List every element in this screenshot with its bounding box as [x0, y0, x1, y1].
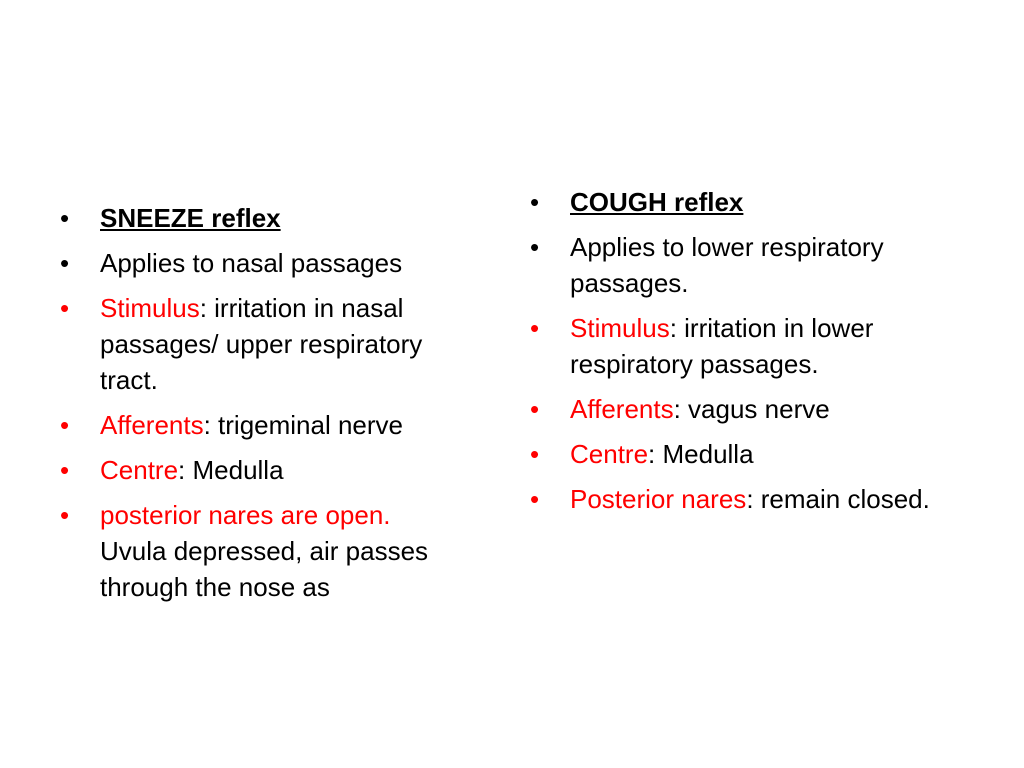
list-item	[60, 407, 460, 443]
list-item	[530, 436, 970, 472]
sneeze-afferents-text: : trigeminal nerve	[203, 410, 404, 440]
list-item	[530, 481, 970, 517]
sneeze-heading: SNEEZE reflex	[100, 203, 281, 233]
cough-nares-label: Posterior nares	[570, 484, 747, 514]
sneeze-nares-text: Uvula depressed, air passes through the nose as	[100, 536, 429, 602]
cough-reflex-list	[530, 184, 970, 526]
cough-stimulus-label: Stimulus	[570, 313, 670, 343]
sneeze-applies-text: Applies to nasal passages	[100, 248, 403, 278]
cough-applies-text: Applies to lower respiratory passages.	[570, 232, 884, 298]
bullet-icon: •	[60, 500, 70, 530]
bullet-icon: •	[530, 484, 540, 514]
bullet-icon: •	[60, 248, 70, 278]
sneeze-reflex-list	[60, 200, 460, 614]
list-item	[530, 229, 970, 301]
bullet-icon: •	[530, 232, 540, 262]
list-item	[60, 290, 460, 398]
cough-heading: COUGH reflex	[570, 187, 744, 217]
bullet-icon: •	[530, 187, 540, 217]
list-item	[60, 452, 460, 488]
cough-centre-text: : Medulla	[648, 439, 754, 469]
list-item	[60, 200, 460, 236]
bullet-icon: •	[530, 394, 540, 424]
sneeze-stimulus-label: Stimulus	[100, 293, 200, 323]
sneeze-nares-label: posterior nares are open.	[100, 500, 391, 530]
sneeze-afferents-label: Afferents	[100, 410, 204, 440]
bullet-icon: •	[530, 313, 540, 343]
sneeze-stimulus-text: : irritation in nasal passages/ upper respiratory tract.	[100, 293, 423, 395]
cough-afferents-text: : vagus nerve	[673, 394, 830, 424]
list-item	[60, 245, 460, 281]
list-item	[530, 391, 970, 427]
bullet-icon: •	[60, 455, 70, 485]
list-item	[530, 310, 970, 382]
cough-centre-label: Centre	[570, 439, 649, 469]
list-item	[60, 497, 460, 605]
list-item	[530, 184, 970, 220]
cough-nares-text: : remain closed.	[746, 484, 930, 514]
cough-afferents-label: Afferents	[570, 394, 674, 424]
bullet-icon: •	[60, 293, 70, 323]
sneeze-centre-label: Centre	[100, 455, 179, 485]
bullet-icon: •	[530, 439, 540, 469]
sneeze-centre-text: : Medulla	[178, 455, 284, 485]
bullet-icon: •	[60, 203, 70, 233]
bullet-icon: •	[60, 410, 70, 440]
cough-stimulus-text: : irritation in lower respiratory passages.	[570, 313, 874, 379]
